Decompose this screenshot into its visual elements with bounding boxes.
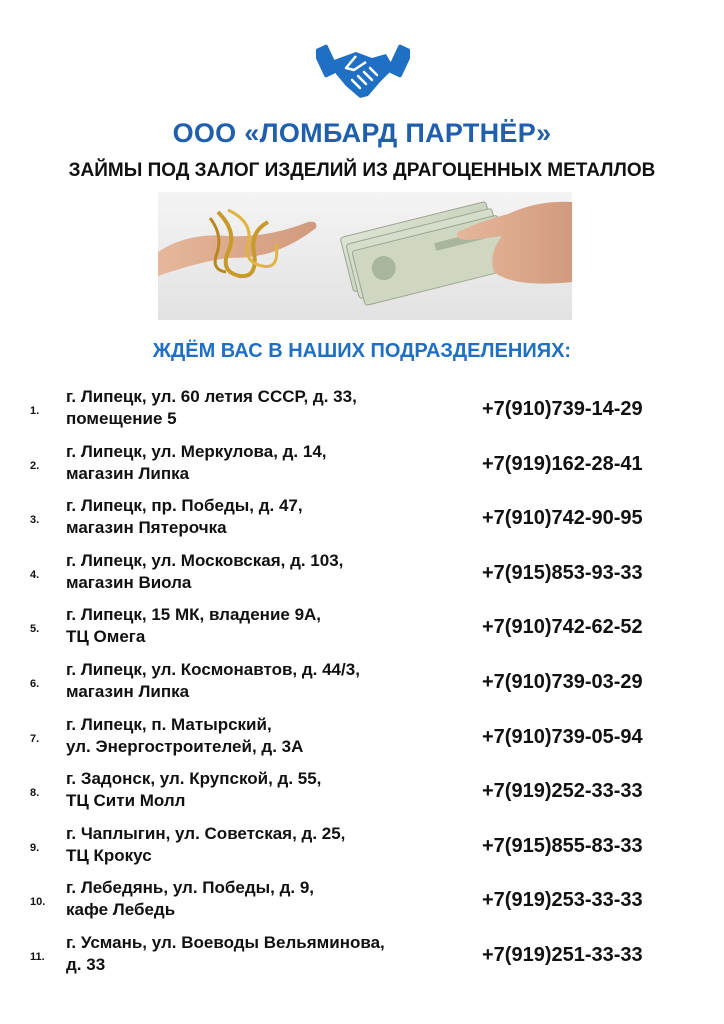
- address-line-1: г. Липецк, ул. Космонавтов, д. 44/3,: [66, 659, 360, 679]
- branch-address: [66, 823, 436, 867]
- branch-address: [66, 877, 436, 921]
- list-item: [0, 492, 724, 547]
- address-line-1: г. Липецк, п. Матырский,: [66, 714, 272, 734]
- list-item: [0, 874, 724, 929]
- branch-address: [66, 659, 436, 703]
- list-item: [0, 711, 724, 766]
- address-line-2: ТЦ Сити Молл: [66, 791, 186, 811]
- item-number: 2.: [30, 459, 40, 472]
- item-number: 10.: [30, 896, 46, 909]
- branch-address: [66, 714, 436, 758]
- phone-number[interactable]: +7(910)742-62-52: [482, 616, 643, 639]
- list-item: [0, 383, 724, 438]
- phone-number[interactable]: +7(910)739-14-29: [482, 398, 643, 420]
- list-item: [0, 929, 724, 984]
- address-line-1: г. Усмань, ул. Воеводы Вельяминова,: [66, 932, 385, 952]
- item-number: 9.: [30, 841, 40, 854]
- address-line-2: магазин Виола: [66, 572, 192, 592]
- address-line-1: г. Липецк, ул. Московская, д. 103,: [66, 550, 344, 570]
- address-line-2: ТЦ Крокус: [66, 845, 152, 865]
- list-item: [0, 820, 724, 875]
- address-line-1: г. Липецк, 15 МК, владение 9А,: [66, 605, 322, 625]
- branch-list: [0, 383, 724, 984]
- item-number: 4.: [30, 568, 40, 581]
- item-number: 11.: [30, 950, 45, 963]
- phone-number[interactable]: +7(910)739-03-29: [482, 670, 643, 693]
- branch-address: [66, 441, 436, 485]
- address-line-1: г. Чаплыгин, ул. Советская, д. 25,: [66, 823, 346, 843]
- address-line-2: ТЦ Омега: [66, 627, 146, 647]
- item-number: 8.: [30, 787, 40, 800]
- company-subtitle: ЗАЙМЫ ПОД ЗАЛОГ ИЗДЕЛИЙ ИЗ ДРАГОЦЕННЫХ МЕТАЛЛОВ: [68, 160, 656, 181]
- address-line-1: г. Лебедянь, ул. Победы, д. 9,: [66, 878, 315, 898]
- branch-address: [66, 604, 436, 648]
- address-line-1: г. Липецк, ул. 60 летия СССР, д. 33,: [66, 387, 357, 406]
- branch-address: [66, 386, 436, 430]
- item-number: 7.: [30, 732, 40, 745]
- jewelry-money-photo: [158, 192, 572, 320]
- phone-number[interactable]: +7(910)739-05-94: [482, 725, 643, 748]
- phone-number[interactable]: +7(910)742-90-95: [482, 507, 643, 530]
- branch-address: [66, 550, 436, 594]
- address-line-2: магазин Липка: [66, 681, 190, 701]
- phone-number[interactable]: +7(915)855-83-33: [482, 834, 643, 857]
- list-item: [0, 438, 724, 493]
- phone-number[interactable]: +7(915)853-93-33: [482, 561, 643, 584]
- address-line-1: г. Липецк, ул. Меркулова, д. 14,: [66, 441, 327, 461]
- handshake-icon: [316, 38, 410, 104]
- list-item: [0, 656, 724, 711]
- address-line-2: помещение 5: [66, 409, 177, 428]
- address-line-1: г. Липецк, пр. Победы, д. 47,: [66, 496, 303, 516]
- item-number: 3.: [30, 514, 40, 527]
- list-item: [0, 601, 724, 656]
- branch-address: [66, 495, 436, 539]
- address-line-2: магазин Пятерочка: [66, 518, 227, 538]
- address-line-2: д. 33: [66, 954, 106, 974]
- phone-number[interactable]: +7(919)162-28-41: [482, 452, 643, 475]
- address-line-2: ул. Энергостроителей, д. 3А: [66, 736, 304, 756]
- list-item: [0, 765, 724, 820]
- list-item: [0, 547, 724, 602]
- address-line-2: кафе Лебедь: [66, 900, 176, 920]
- item-number: 6.: [30, 677, 40, 690]
- address-line-1: г. Задонск, ул. Крупской, д. 55,: [66, 769, 322, 789]
- item-number: 1.: [30, 405, 40, 417]
- item-number: 5.: [30, 623, 40, 636]
- branch-address: [66, 768, 436, 812]
- address-line-2: магазин Липка: [66, 463, 190, 483]
- invite-heading: ЖДЁМ ВАС В НАШИХ ПОДРАЗДЕЛЕНИЯХ:: [152, 340, 572, 362]
- company-title: ООО «ЛОМБАРД ПАРТНЁР»: [172, 118, 552, 148]
- phone-number[interactable]: +7(919)253-33-33: [482, 889, 643, 912]
- phone-number[interactable]: +7(919)251-33-33: [482, 943, 643, 966]
- branch-address: [66, 932, 436, 976]
- phone-number[interactable]: +7(919)252-33-33: [482, 780, 643, 803]
